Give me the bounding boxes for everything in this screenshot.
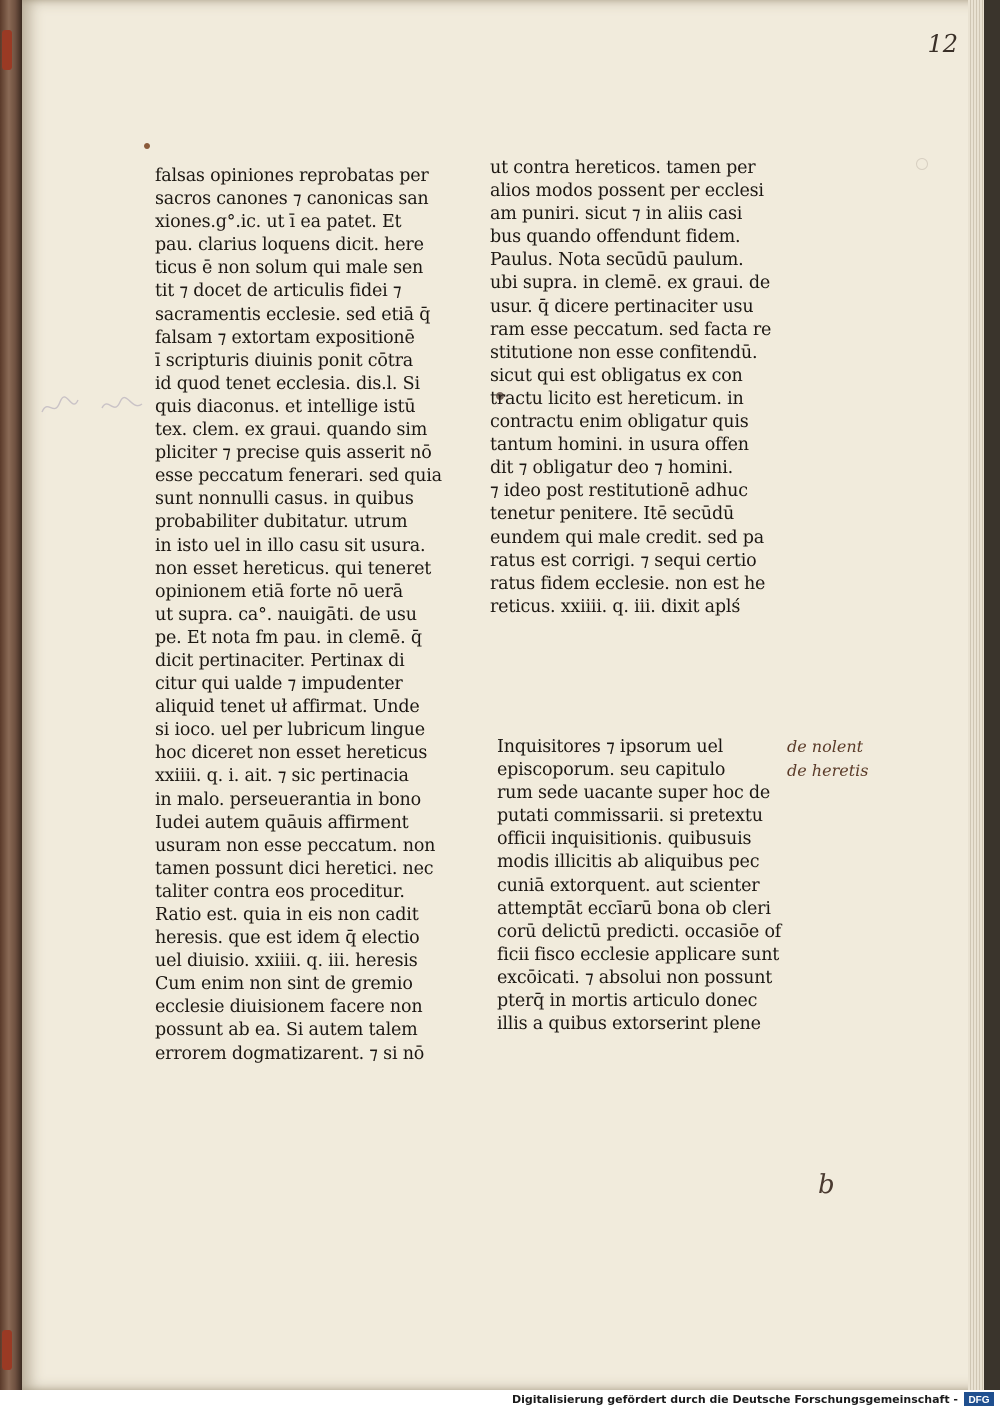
- marginal-note: [787, 735, 868, 783]
- text-line: tex. clem. ex graui. quando sim: [155, 420, 428, 441]
- text-line: in isto uel in illo casu sit usura.: [155, 535, 426, 556]
- text-line: officii inquisitionis. quibusuis: [497, 829, 752, 850]
- text-line: ram esse peccatum. sed facta re: [490, 319, 772, 340]
- text-line: ī scripturis diuinis ponit cōtra: [155, 350, 413, 371]
- text-line: modis illicitis ab aliquibus pec: [497, 852, 760, 873]
- text-line: ticus ē non solum qui male sen: [155, 258, 424, 279]
- text-line: usuram non esse peccatum. non: [155, 835, 436, 856]
- text-line: opinionem etiā forte nō uerā: [155, 581, 404, 602]
- marginal-note-line: de heretis: [787, 761, 869, 780]
- text-line: excōicati. ⁊ absolui non possunt: [497, 967, 773, 988]
- text-line: possunt ab ea. Si autem talem: [155, 1020, 418, 1041]
- text-column-left: [155, 165, 445, 1066]
- marginal-letter: b: [818, 1170, 835, 1200]
- text-line: attemptāt eccīarū bona ob cleri: [497, 898, 771, 919]
- text-line: sacros canones ⁊ canonicas san: [155, 189, 429, 210]
- text-line: xiones.g°.ic. ut ī ea patet. Et: [155, 212, 402, 233]
- text-line: putati commissarii. si pretextu: [497, 806, 763, 827]
- faint-marginal-scrawl: [38, 388, 148, 424]
- text-line: probabiliter dubitatur. utrum: [155, 512, 408, 533]
- text-line: sunt nonnulli casus. in quibus: [155, 489, 414, 510]
- text-line: pe. Et nota fm pau. in clemē. q̄: [155, 627, 422, 648]
- text-line: ubi supra. in clemē. ex graui. de: [490, 273, 771, 294]
- text-line: tamen possunt dici heretici. nec: [155, 858, 434, 879]
- text-line: Iudei autem quāuis affirment: [155, 812, 409, 833]
- text-line: falsas opiniones reprobatas per: [155, 166, 429, 186]
- text-line: Inquisitores ⁊ ipsorum uel: [497, 737, 724, 757]
- text-line: errorem dogmatizarent. ⁊ si nō: [155, 1043, 425, 1064]
- text-line: contractu enim obligatur quis: [490, 412, 749, 433]
- text-line: stitutione non esse confitendū.: [490, 342, 758, 363]
- text-line: reticus. xxiiii. q. iii. dixit aplś: [490, 596, 741, 617]
- text-line: xxiiii. q. i. ait. ⁊ sic pertinacia: [155, 766, 409, 787]
- text-line: in malo. perseuerantia in bono: [155, 789, 421, 810]
- book-binding: [0, 0, 22, 1390]
- text-line: taliter contra eos proceditur.: [155, 881, 405, 902]
- text-line: quis diaconus. et intellige istū: [155, 396, 416, 417]
- text-line: hoc diceret non esset hereticus: [155, 743, 428, 764]
- text-line: alios modos possent per ecclesi: [490, 181, 764, 202]
- text-line: Cum enim non sint de gremio: [155, 974, 413, 995]
- folio-number: 12: [927, 30, 958, 58]
- binding-cap-bottom: [2, 1330, 12, 1370]
- text-line: corū delictū predicti. occasiōe of: [497, 921, 782, 942]
- text-line: pliciter ⁊ precise quis asserit nō: [155, 443, 432, 464]
- binding-cap-top: [2, 30, 12, 70]
- text-line: sicut qui est obligatus ex con: [490, 365, 743, 386]
- text-line: ⁊ ideo post restitutionē adhuc: [490, 481, 748, 502]
- text-line: Paulus. Nota secūdū paulum.: [490, 250, 744, 271]
- dfg-logo-label: DFG: [968, 1395, 990, 1406]
- funding-notice: Digitalisierung gefördert durch die Deutsche Forschungsgemeinschaft -: [511, 1393, 958, 1406]
- text-line: ut supra. ca°. nauigāti. de usu: [155, 604, 417, 625]
- text-line: eundem qui male credit. sed pa: [490, 527, 765, 548]
- text-line: dit ⁊ obligatur deo ⁊ homini.: [490, 458, 734, 479]
- text-line: pau. clarius loquens dicit. here: [155, 235, 424, 256]
- text-line: ficii fisco ecclesie applicare sunt: [497, 944, 780, 965]
- text-column-right-bottom: [497, 736, 787, 1036]
- text-line: citur qui ualde ⁊ impudenter: [155, 674, 403, 695]
- text-line: episcoporum. seu capitulo: [497, 760, 726, 781]
- text-line: dicit pertinaciter. Pertinax di: [155, 650, 405, 671]
- text-line: sacramentis ecclesie. sed etiā q̄: [155, 304, 431, 325]
- page-edges: [968, 0, 984, 1390]
- text-line: aliquid tenet uł affirmat. Unde: [155, 697, 420, 718]
- text-line: tit ⁊ docet de articulis fidei ⁊: [155, 281, 402, 302]
- text-line: heresis. que est idem q̄ electio: [155, 928, 420, 949]
- text-line: usur. q̄ dicere pertinaciter usu: [490, 296, 754, 317]
- footer-bar: [0, 1390, 1000, 1409]
- text-line: esse peccatum fenerari. sed quia: [155, 466, 442, 487]
- marginal-note-line: de nolent: [787, 737, 864, 756]
- text-line: Ratio est. quia in eis non cadit: [155, 905, 419, 925]
- text-column-right-top: [490, 157, 780, 619]
- dfg-logo-icon: [964, 1392, 994, 1406]
- text-line: am puniri. sicut ⁊ in aliis casi: [490, 204, 743, 225]
- text-line: illis a quibus extorserint plene: [497, 1014, 761, 1035]
- text-line: cuniā extorquent. aut scienter: [497, 875, 760, 896]
- text-line: falsam ⁊ extortam expositionē: [155, 327, 415, 348]
- text-line: si ioco. uel per lubricum lingue: [155, 720, 425, 741]
- text-line: rum sede uacante super hoc de: [497, 783, 771, 804]
- faint-mark: [916, 158, 928, 170]
- text-line: uel diuisio. xxiiii. q. iii. heresis: [155, 951, 418, 972]
- text-line: ecclesie diuisionem facere non: [155, 997, 423, 1018]
- text-line: tractu licito est hereticum. in: [490, 388, 744, 409]
- text-line: bus quando offendunt fidem.: [490, 227, 741, 248]
- text-line: tenetur penitere. Itē secūdū: [490, 504, 735, 525]
- text-line: tantum homini. in usura offen: [490, 435, 749, 456]
- ink-dot: [144, 143, 150, 149]
- text-line: ratus est corrigi. ⁊ sequi certio: [490, 550, 757, 571]
- text-line: ut contra hereticos. tamen per: [490, 158, 756, 178]
- text-line: non esset hereticus. qui teneret: [155, 558, 432, 579]
- text-line: ratus fidem ecclesie. non est he: [490, 573, 766, 594]
- text-line: id quod tenet ecclesia. dis.l. Si: [155, 373, 420, 394]
- text-line: pterq̄ in mortis articulo donec: [497, 991, 758, 1012]
